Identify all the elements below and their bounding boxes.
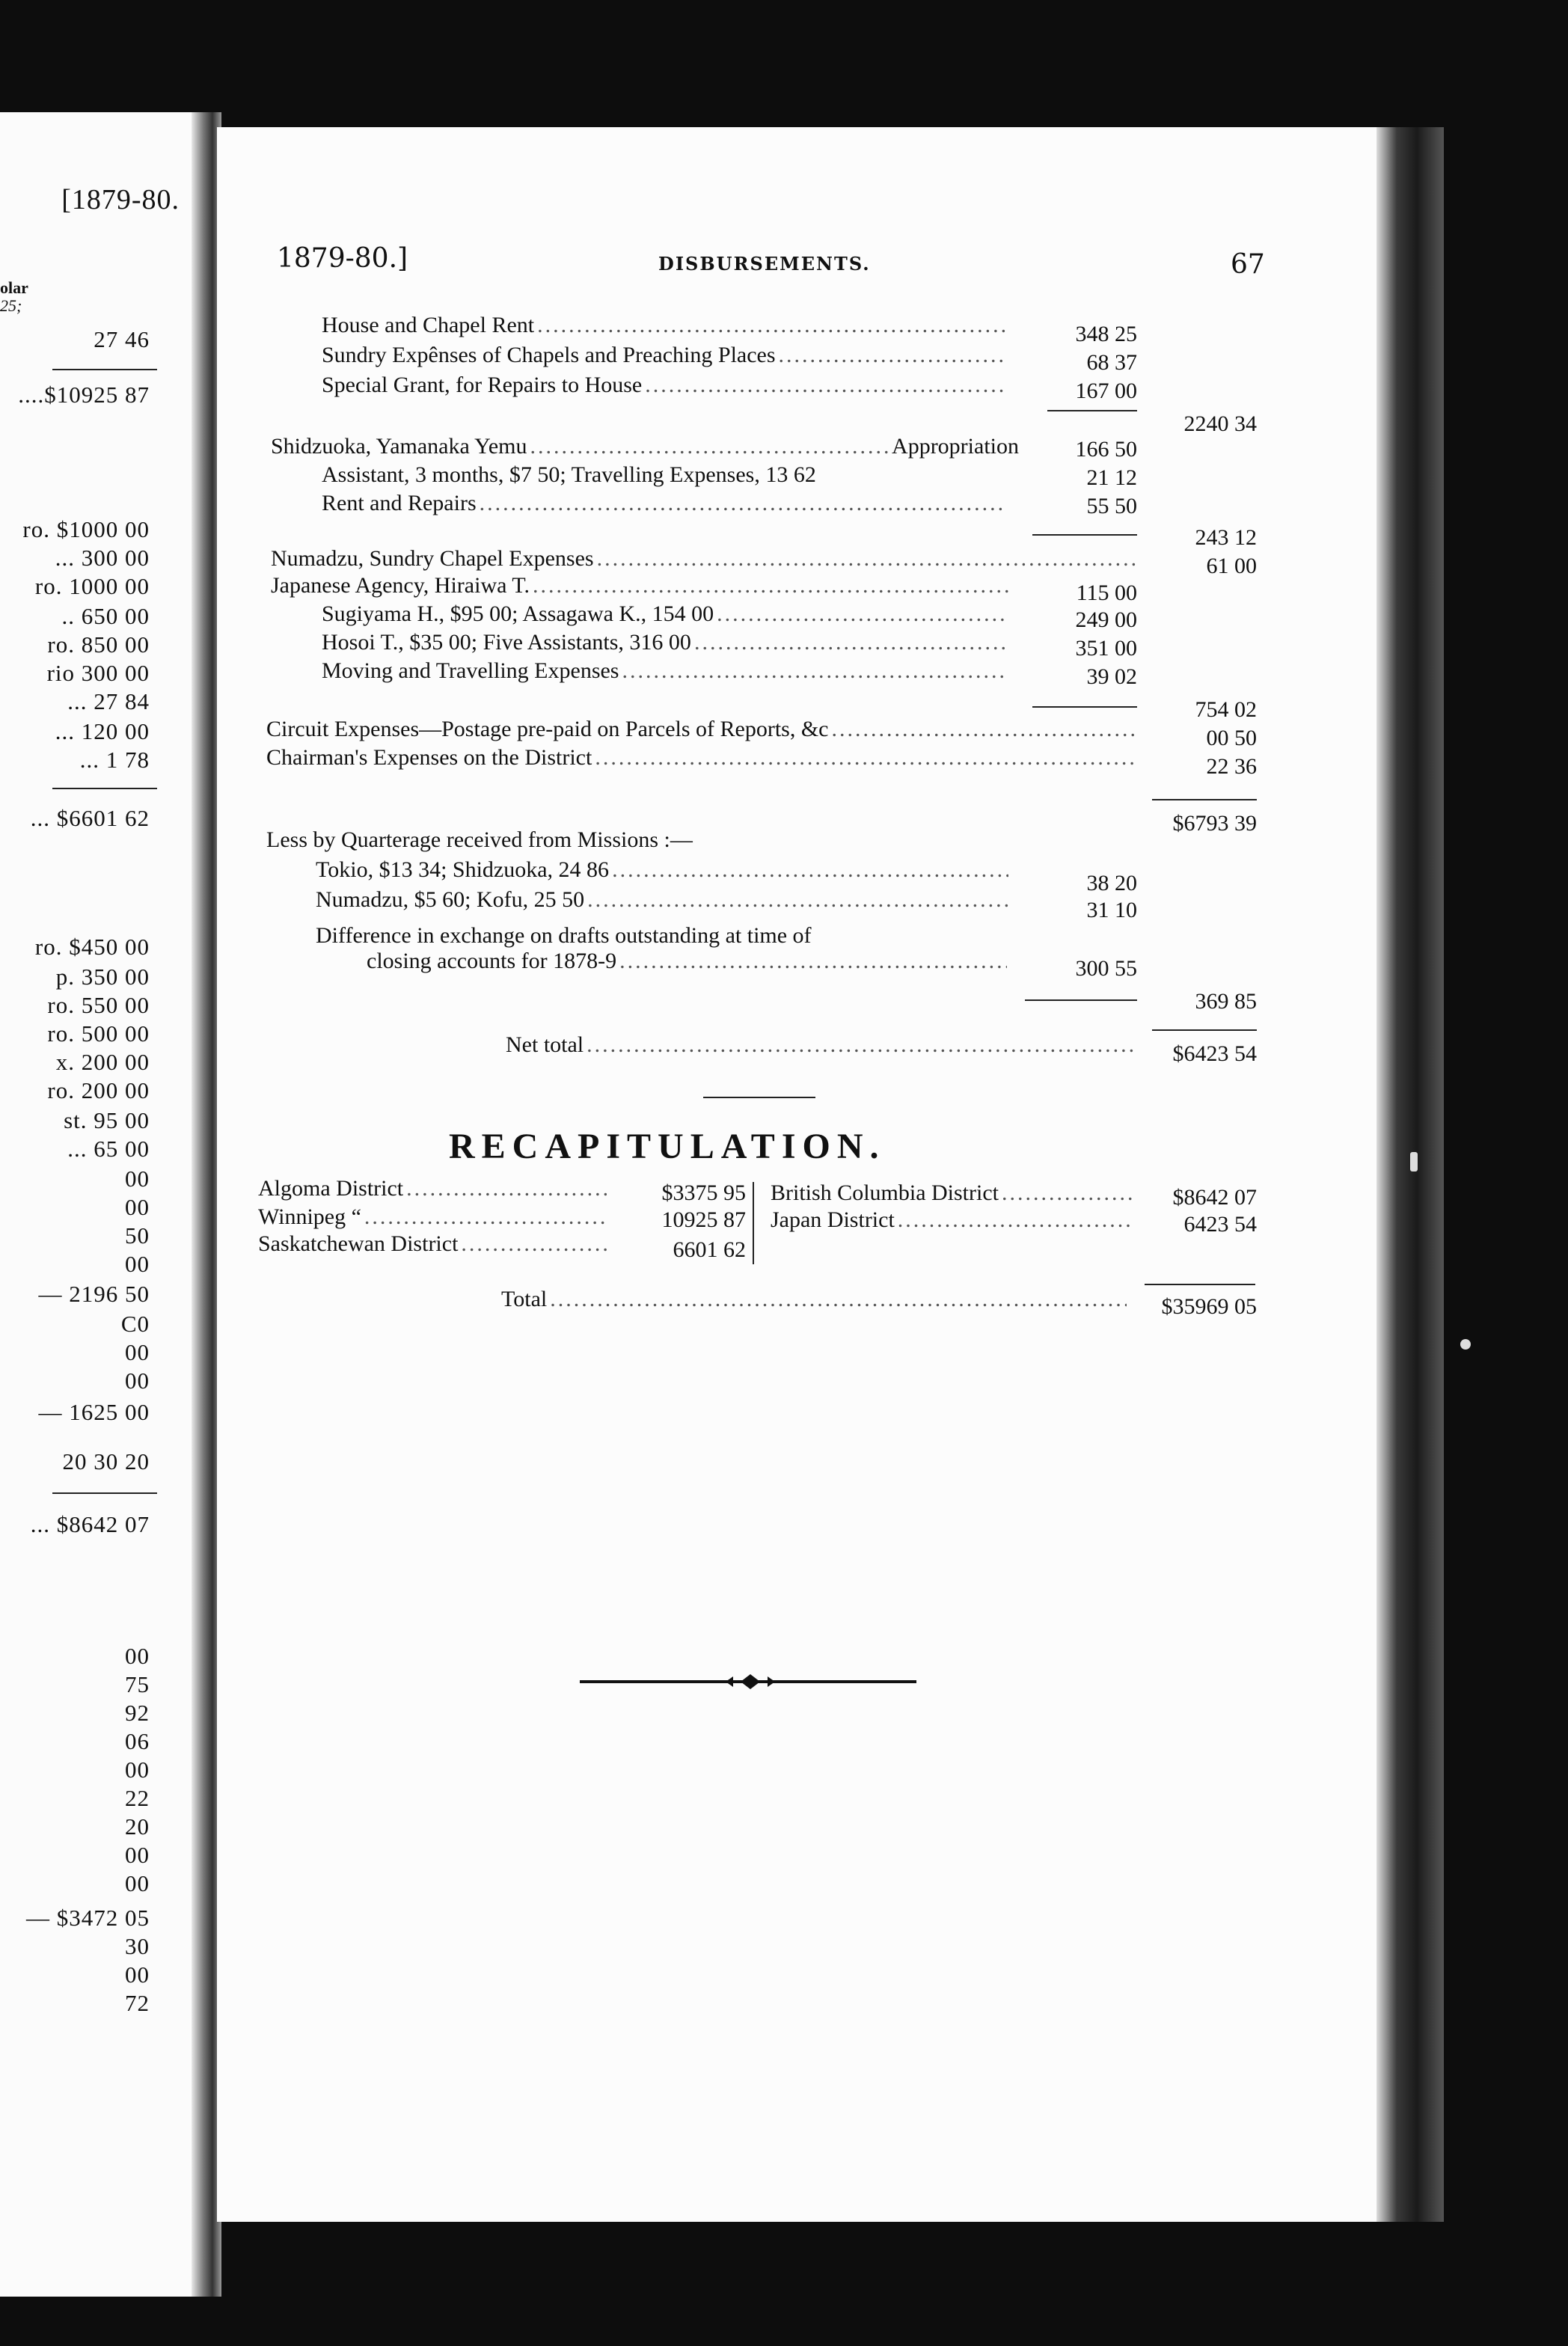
ledger-amount: 167 00 bbox=[1075, 379, 1137, 403]
left-amount-line: ... 27 84 bbox=[67, 688, 150, 714]
left-amount-line: 75 bbox=[125, 1671, 150, 1697]
left-amount-line: 00 bbox=[125, 1870, 150, 1896]
total-rule bbox=[1145, 1284, 1255, 1285]
ledger-line: Tokio, $13 34; Shidzuoka, 24 86 ..... bbox=[316, 857, 1011, 886]
left-amount-line: 00 bbox=[125, 1166, 150, 1192]
header-title: DISBURSEMENTS. bbox=[658, 253, 871, 275]
block-total: 369 85 bbox=[1195, 989, 1257, 1014]
ledger-line: Hosoi T., $35 00; Five Assistants, 316 00 ..... bbox=[322, 630, 1010, 658]
left-amount-line: 06 bbox=[125, 1728, 150, 1754]
left-total-rule bbox=[52, 1492, 157, 1494]
ledger-amount: 00 50 bbox=[1206, 726, 1257, 750]
ledger-line: Less by Quarterage received from Missions :— bbox=[266, 827, 693, 852]
left-page-fragment bbox=[0, 112, 202, 2297]
left-amount-line: 00 bbox=[125, 1757, 150, 1783]
ledger-amount: 348 25 bbox=[1075, 322, 1137, 346]
left-amount-line: — 1625 00 bbox=[38, 1399, 150, 1425]
ledger-amount: 68 37 bbox=[1086, 350, 1137, 375]
left-amount-line: ....$10925 87 bbox=[18, 382, 150, 408]
ledger-amount: 300 55 bbox=[1075, 956, 1137, 981]
left-amount-line: .. 650 00 bbox=[61, 603, 150, 629]
total-rule bbox=[1152, 799, 1257, 800]
gross-total: $6793 39 bbox=[1172, 811, 1257, 836]
left-year-tag: [1879-80. bbox=[61, 184, 180, 215]
recap-amount: 10925 87 bbox=[661, 1207, 746, 1232]
recap-line: British Columbia District ..... bbox=[771, 1180, 1137, 1209]
ledger-line: closing accounts for 1878-9 ..... bbox=[367, 949, 1010, 977]
left-amount-line: 50 bbox=[125, 1222, 150, 1249]
left-cut-word: olar bbox=[0, 278, 28, 297]
ledger-amount: 38 20 bbox=[1086, 871, 1137, 895]
left-amount-line: 27 46 bbox=[94, 326, 150, 352]
subtotal-rule bbox=[1047, 410, 1137, 411]
page-edge-shadow bbox=[1376, 127, 1444, 2222]
left-amount-line: st. 95 00 bbox=[64, 1107, 150, 1133]
block-total: 2240 34 bbox=[1183, 411, 1257, 436]
ledger-amount: 166 50 bbox=[1075, 437, 1137, 462]
left-amount-line: 00 bbox=[125, 1339, 150, 1365]
recap-line: Winnipeg “ ..... bbox=[258, 1204, 610, 1233]
left-amount-line: 00 bbox=[125, 1251, 150, 1277]
left-amount-line: 00 bbox=[125, 1194, 150, 1220]
ledger-amount: 115 00 bbox=[1076, 581, 1137, 605]
ledger-line: Numadzu, $5 60; Kofu, 25 50 ..... bbox=[316, 887, 1011, 916]
left-amount-line: ro. 850 00 bbox=[47, 631, 150, 658]
scan-speck bbox=[1410, 1152, 1418, 1172]
section-divider bbox=[703, 1097, 815, 1098]
ledger-amount: 351 00 bbox=[1075, 636, 1137, 661]
total-rule bbox=[1152, 1029, 1257, 1031]
left-amount-line: 92 bbox=[125, 1700, 150, 1726]
recap-line: Japan District ..... bbox=[771, 1207, 1137, 1236]
recap-total-amount: $35969 05 bbox=[1161, 1294, 1257, 1319]
left-amount-line: p. 350 00 bbox=[55, 964, 150, 990]
recap-amount: 6423 54 bbox=[1183, 1212, 1257, 1237]
left-amount-line: ro. $1000 00 bbox=[22, 516, 150, 542]
ledger-line: Sugiyama H., $95 00; Assagawa K., 154 00 ..... bbox=[322, 601, 1010, 630]
left-amount-line: 00 bbox=[125, 1842, 150, 1868]
ledger-amount: 249 00 bbox=[1075, 607, 1137, 632]
left-total-rule bbox=[52, 788, 157, 789]
ledger-amount: 39 02 bbox=[1086, 664, 1137, 689]
subtotal-rule bbox=[1032, 706, 1137, 708]
left-amount-line: 22 bbox=[125, 1785, 150, 1811]
ledger-line: Japanese Agency, Hiraiwa T. ..... bbox=[271, 573, 1011, 601]
ledger-line: Assistant, 3 months, $7 50; Travelling Expenses, 13 62 bbox=[322, 462, 816, 487]
left-amount-line: ... 1 78 bbox=[79, 747, 150, 773]
scan-speck bbox=[1460, 1339, 1471, 1350]
net-total-line: Net total ..... bbox=[506, 1032, 1139, 1061]
recap-line: Algoma District ..... bbox=[258, 1176, 610, 1204]
left-amount-line: ro. $450 00 bbox=[34, 934, 150, 960]
left-amount-line: ro. 550 00 bbox=[47, 992, 150, 1018]
left-amount-line: — 2196 50 bbox=[38, 1281, 150, 1307]
ornamental-rule bbox=[580, 1667, 916, 1697]
left-amount-line: ... $6601 62 bbox=[30, 805, 150, 831]
ledger-line: Circuit Expenses—Postage pre-paid on Parcels of Reports, &c ..... bbox=[266, 717, 1139, 745]
ledger-amount: 61 00 bbox=[1206, 554, 1257, 578]
left-amount-line: ... 300 00 bbox=[55, 545, 150, 571]
ledger-amount: 21 12 bbox=[1086, 465, 1137, 490]
header-year: 1879-80.] bbox=[277, 243, 408, 274]
left-amount-line: — $3472 05 bbox=[26, 1905, 150, 1931]
ledger-line: House and Chapel Rent ..... bbox=[322, 313, 1010, 341]
ledger-amount: 31 10 bbox=[1086, 898, 1137, 922]
left-amount-line: 00 bbox=[125, 1368, 150, 1394]
recap-line: Saskatchewan District ..... bbox=[258, 1231, 610, 1260]
recap-amount: $3375 95 bbox=[661, 1180, 746, 1205]
ledger-line: Sundry Expênses of Chapels and Preaching Places ..... bbox=[322, 343, 1010, 371]
left-amount-line: x. 200 00 bbox=[55, 1049, 150, 1075]
left-amount-line: 20 bbox=[125, 1813, 150, 1840]
page-number: 67 bbox=[1231, 249, 1265, 280]
net-total-amount: $6423 54 bbox=[1172, 1041, 1257, 1066]
block-total: 754 02 bbox=[1195, 697, 1257, 722]
ledger-line: Shidzuoka, Yamanaka Yemu ..... Appropriation bbox=[271, 434, 1019, 462]
left-amount-line: ... 65 00 bbox=[67, 1136, 150, 1162]
ledger-amount: 55 50 bbox=[1086, 494, 1137, 518]
left-amount-line: 20 30 20 bbox=[62, 1448, 150, 1474]
ledger-amount: 22 36 bbox=[1206, 754, 1257, 779]
recap-column-divider bbox=[753, 1182, 754, 1264]
block-total: 243 12 bbox=[1195, 525, 1257, 550]
left-amount-line: ... $8642 07 bbox=[30, 1511, 150, 1537]
left-cut-word: 25; bbox=[0, 296, 22, 315]
left-amount-line: 72 bbox=[125, 1990, 150, 2016]
left-amount-line: ro. 1000 00 bbox=[34, 573, 150, 599]
ledger-line: Difference in exchange on drafts outstanding at time of bbox=[316, 923, 812, 948]
left-amount-line: ro. 500 00 bbox=[47, 1020, 150, 1047]
subtotal-rule bbox=[1025, 999, 1137, 1001]
left-amount-line: 30 bbox=[125, 1933, 150, 1959]
left-amount-line: C0 bbox=[120, 1311, 150, 1337]
ledger-line: Special Grant, for Repairs to House ..... bbox=[322, 373, 1010, 401]
recap-total-line: Total ..... bbox=[501, 1287, 1130, 1315]
ledger-line: Chairman's Expenses on the District ..... bbox=[266, 745, 1139, 774]
left-total-rule bbox=[52, 369, 157, 370]
ledger-line: Moving and Travelling Expenses ..... bbox=[322, 658, 1010, 687]
left-amount-line: rio 300 00 bbox=[46, 660, 150, 686]
left-amount-line: ... 120 00 bbox=[55, 718, 150, 744]
left-amount-line: 00 bbox=[125, 1643, 150, 1669]
left-amount-line: 00 bbox=[125, 1961, 150, 1988]
subtotal-rule bbox=[1032, 534, 1137, 536]
left-amount-line: ro. 200 00 bbox=[47, 1077, 150, 1103]
recap-amount: 6601 62 bbox=[673, 1237, 746, 1262]
recap-amount: $8642 07 bbox=[1172, 1185, 1257, 1210]
ledger-line: Numadzu, Sundry Chapel Expenses ..... bbox=[271, 546, 1139, 575]
ledger-line: Rent and Repairs ..... bbox=[322, 491, 1010, 519]
recapitulation-title: RECAPITULATION. bbox=[449, 1127, 886, 1166]
